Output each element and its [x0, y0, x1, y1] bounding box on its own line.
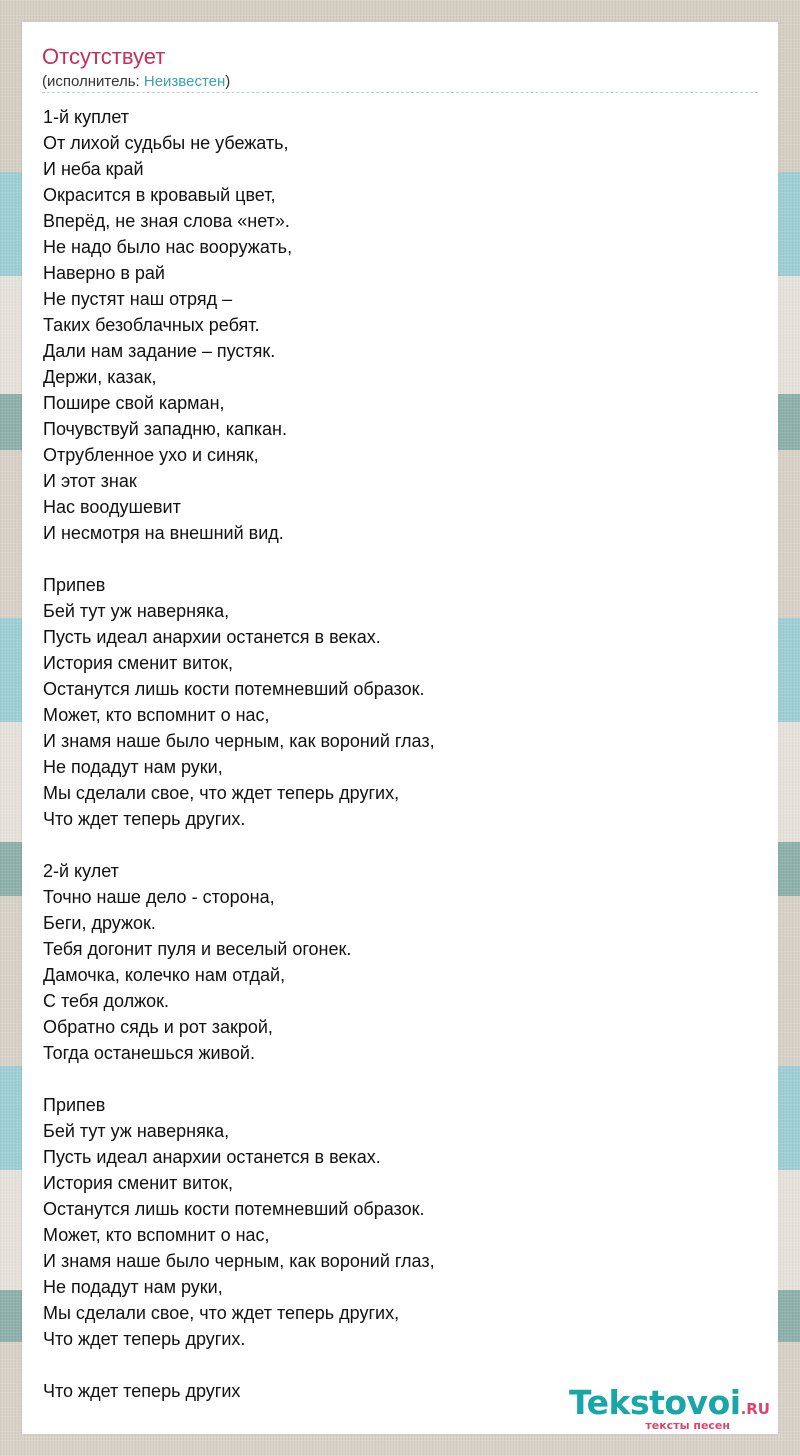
lyric-line: Припев — [43, 1095, 106, 1115]
lyric-line: Не пустят наш отряд – — [43, 289, 233, 309]
lyric-line: Беги, дружок. — [43, 913, 156, 933]
lyric-line: Пусть идеал анархии останется в веках. — [43, 1147, 381, 1167]
stanza-gap — [43, 546, 753, 572]
lyric-line: И знамя наше было черным, как вороний глаз, — [43, 731, 435, 751]
artist-prefix: (исполнитель: — [42, 73, 144, 90]
lyric-line: Держи, казак, — [43, 367, 157, 387]
artist-suffix: ) — [225, 73, 231, 90]
lyric-line: И этот знак — [43, 471, 137, 491]
lyric-line: Обратно сядь и рот закрой, — [43, 1017, 273, 1037]
lyric-line: Что ждет теперь других. — [43, 1329, 246, 1349]
lyric-line: История сменит виток, — [43, 1173, 233, 1193]
lyric-line: Пошире свой карман, — [43, 393, 225, 413]
lyric-line: 1-й куплет — [43, 107, 130, 127]
lyric-line: Тебя догонит пуля и веселый огонек. — [43, 939, 352, 959]
lyric-line: Наверно в рай — [43, 263, 165, 283]
song-title: Отсутствует — [42, 44, 166, 69]
lyric-line: 2-й кулет — [43, 861, 119, 881]
lyric-line: И неба край — [43, 159, 144, 179]
lyric-line: С тебя должок. — [43, 991, 170, 1011]
logo-name: Tekstovoi — [569, 1383, 741, 1422]
lyric-line: Нас воодушевит — [43, 497, 181, 517]
artist-line — [42, 73, 230, 91]
stanza-gap — [43, 1352, 753, 1378]
lyric-line: Может, кто вспомнит о нас, — [43, 705, 270, 725]
lyric-line: Пусть идеал анархии останется в веках. — [43, 627, 381, 647]
lyric-line: Не надо было нас вооружать, — [43, 237, 293, 257]
lyric-line: Дали нам задание – пустяк. — [43, 341, 276, 361]
lyric-line: Точно наше дело - сторона, — [43, 887, 275, 907]
lyric-line: От лихой судьбы не убежать, — [43, 133, 289, 153]
logo-tagline: тексты песен — [645, 1419, 730, 1432]
lyric-line: Не подадут нам руки, — [43, 1277, 223, 1297]
lyric-line: Останутся лишь кости потемневший образок. — [43, 679, 425, 699]
lyric-line: Не подадут нам руки, — [43, 757, 223, 777]
lyric-line: Окрасится в кровавый цвет, — [43, 185, 276, 205]
stanza-gap — [43, 1066, 753, 1092]
lyric-line: Бей тут уж наверняка, — [43, 1121, 230, 1141]
lyric-line: Может, кто вспомнит о нас, — [43, 1225, 270, 1245]
logo-tld: .RU — [740, 1400, 770, 1418]
lyric-line: История сменит виток, — [43, 653, 233, 673]
lyric-line: Припев — [43, 575, 106, 595]
lyrics-card — [22, 22, 778, 1434]
lyrics-text — [43, 104, 753, 1404]
lyric-line: Тогда останешься живой. — [43, 1043, 255, 1063]
lyric-line: И несмотря на внешний вид. — [43, 523, 284, 543]
lyric-line: Дамочка, колечко нам отдай, — [43, 965, 286, 985]
site-logo[interactable] — [569, 1385, 770, 1432]
stanza-gap — [43, 832, 753, 858]
lyric-line: Останутся лишь кости потемневший образок. — [43, 1199, 425, 1219]
lyric-line: Вперёд, не зная слова «нет». — [43, 211, 290, 231]
lyric-line: Бей тут уж наверняка, — [43, 601, 230, 621]
lyric-line: Отрубленное ухо и синяк, — [43, 445, 259, 465]
dashed-divider — [42, 92, 758, 93]
lyric-line: Таких безоблачных ребят. — [43, 315, 260, 335]
lyric-line: И знамя наше было черным, как вороний глаз, — [43, 1251, 435, 1271]
lyric-line: Что ждет теперь других. — [43, 809, 246, 829]
artist-link[interactable]: Неизвестен — [143, 73, 226, 90]
lyric-line: Почувствуй западню, капкан. — [43, 419, 287, 439]
lyric-line: Мы сделали свое, что ждет теперь других, — [43, 783, 400, 803]
lyric-line: Что ждет теперь других — [43, 1381, 241, 1401]
lyric-line: Мы сделали свое, что ждет теперь других, — [43, 1303, 400, 1323]
